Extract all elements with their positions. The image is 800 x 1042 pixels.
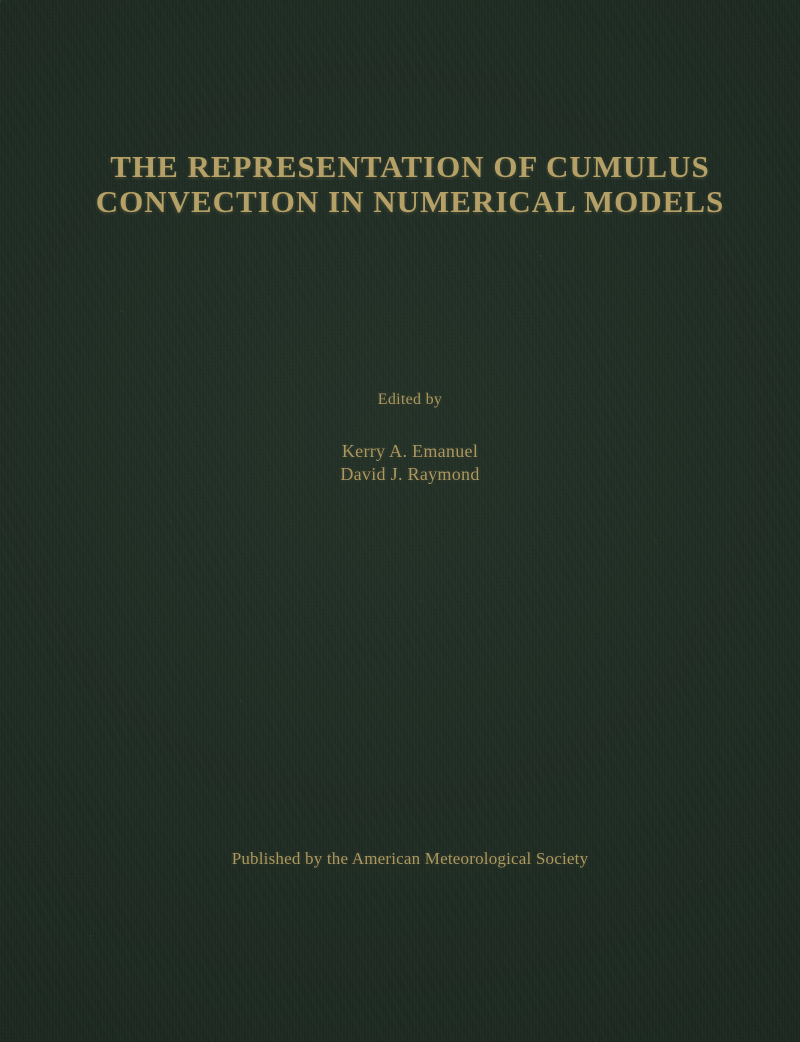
editor-name-2: David J. Raymond bbox=[340, 464, 480, 484]
book-title bbox=[20, 149, 800, 219]
book-title-line-1: THE REPRESENTATION OF CUMULUS bbox=[110, 149, 710, 184]
editors-list bbox=[20, 440, 800, 486]
editor-name-1: Kerry A. Emanuel bbox=[341, 441, 479, 461]
book-title-line-2: CONVECTION IN NUMERICAL MODELS bbox=[95, 184, 725, 219]
edited-by-label: Edited by bbox=[377, 391, 443, 408]
publisher-line: Published by the American Meteorological Society bbox=[231, 849, 589, 868]
